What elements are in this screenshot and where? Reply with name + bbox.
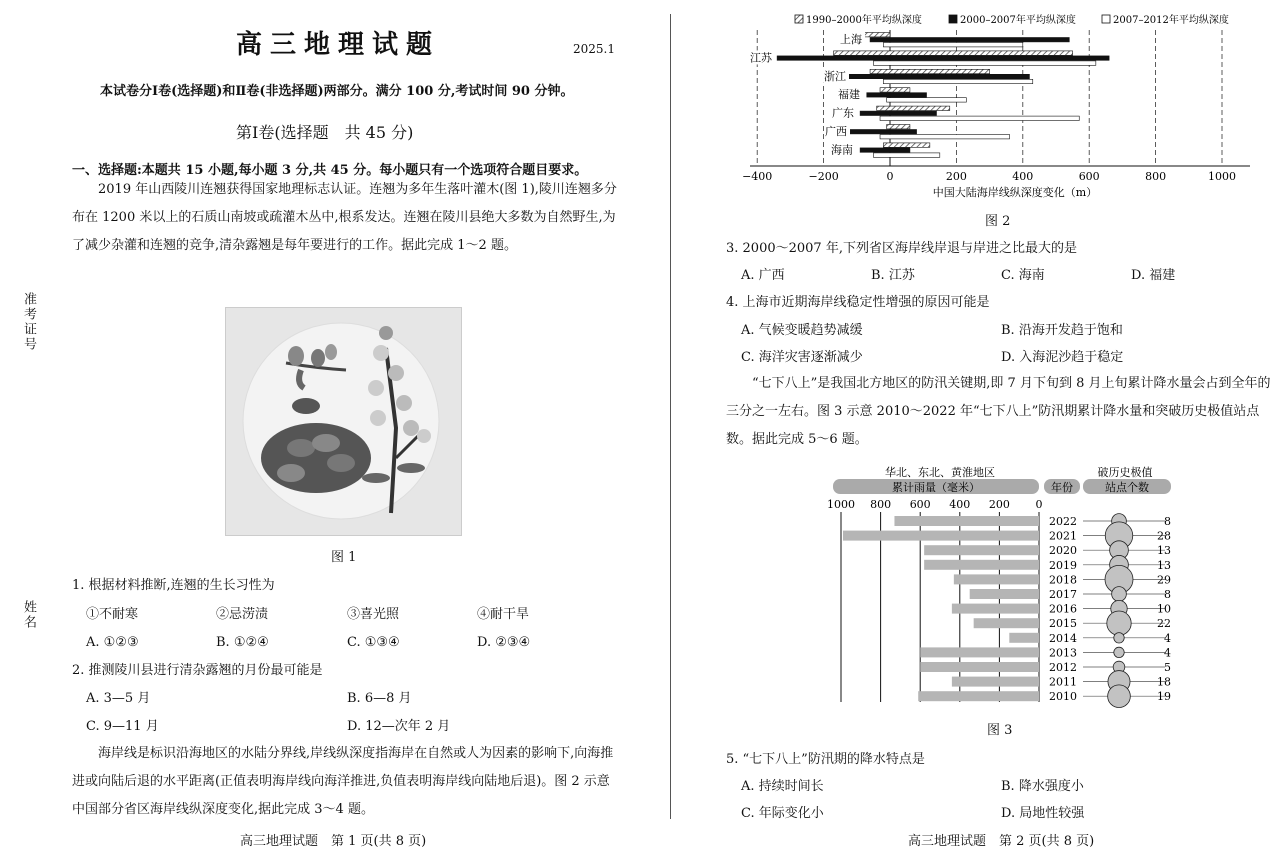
exam-title: 高三地理试题 — [236, 30, 441, 60]
year-label-2017: 2017 — [1049, 588, 1077, 601]
x-tick-label: −200 — [808, 170, 839, 183]
q1-item-1: ①不耐寒 — [86, 607, 139, 622]
year-label-2022: 2022 — [1049, 515, 1077, 528]
x-tick-label: 0 — [886, 170, 894, 183]
figure-3-region-title: 华北、东北、黄淮地区 — [885, 466, 995, 479]
q2-option-d[interactable]: D. 12—次年 2 月 — [347, 719, 451, 734]
bar-广西-series-3 — [880, 135, 1009, 139]
page-divider — [670, 14, 671, 819]
bar-广东-series-3 — [880, 116, 1079, 120]
year-header: 年份 — [1051, 481, 1073, 494]
q1-option-c[interactable]: C. ①③④ — [347, 635, 400, 650]
bar-江苏-series-2 — [777, 56, 1109, 60]
bar-浙江-series-2 — [847, 74, 1030, 78]
station-bubble-2015 — [1107, 611, 1131, 635]
q4-option-d[interactable]: D. 入海泥沙趋于稳定 — [1001, 350, 1124, 365]
bar-海南-series-2 — [860, 148, 910, 152]
station-count-2021: 28 — [1157, 529, 1171, 543]
year-label-2015: 2015 — [1049, 617, 1077, 631]
station-count-2018: 29 — [1157, 573, 1171, 587]
q1-option-a[interactable]: A. ①②③ — [86, 635, 139, 650]
q1-item-2: ②忌涝渍 — [216, 607, 269, 622]
intro-paragraph-2: 海岸线是标识沿海地区的水陆分界线,岸线纵深度指海岸在自然或人为因素的影响下,向海推进或向陆后退的水平距离(正值表明海岸线向海洋推进,负值表明海岸线向陆地后退)。图 2 示意中国部分省区海岸线纵深度变化,据此完成 3～4 题。 — [72, 746, 614, 817]
station-count-2020: 13 — [1157, 544, 1171, 558]
year-label-2012: 2012 — [1049, 661, 1077, 674]
bar-上海-series-3 — [883, 43, 1022, 47]
rainfall-tick-label: 1000 — [827, 498, 855, 511]
x-tick-label: 200 — [945, 170, 967, 183]
year-label-2020: 2020 — [1049, 544, 1077, 558]
station-bubble-2010 — [1108, 685, 1131, 708]
q3-option-b[interactable]: B. 江苏 — [871, 268, 915, 283]
station-count-2011: 18 — [1157, 675, 1171, 689]
figure-1-image — [225, 307, 462, 536]
rainfall-bar-2013 — [920, 647, 1039, 657]
station-count-2014: 4 — [1164, 631, 1171, 645]
station-count-2013: 4 — [1164, 646, 1171, 660]
section-title: 第Ⅰ卷(选择题 共 45 分) — [236, 123, 414, 142]
figure-2-chart — [735, 6, 1265, 206]
category-label-广西: 广西 — [825, 125, 847, 138]
category-label-广东: 广东 — [832, 106, 854, 120]
x-tick-label: 1000 — [1208, 170, 1236, 183]
q4-stem: 4. 上海市近期海岸线稳定性增强的原因可能是 — [726, 295, 990, 310]
category-label-江苏: 江苏 — [750, 51, 772, 65]
x-tick-label: 600 — [1078, 170, 1100, 183]
legend-swatch-1 — [795, 15, 803, 23]
bar-福建-series-3 — [887, 98, 967, 102]
bar-福建-series-1 — [880, 88, 910, 92]
bar-浙江-series-1 — [870, 69, 990, 73]
rainfall-tick-label: 0 — [1035, 498, 1043, 511]
exam-date: 2025.1 — [573, 42, 615, 56]
exam-id-label: 准考证号 — [21, 292, 36, 352]
rainfall-tick-label: 600 — [909, 498, 931, 511]
intro-paragraph-3: “七下八上”是我国北方地区的防汛关键期,即 7 月下旬到 8 月上旬累计降水量会占到全年的三分之一左右。图 3 示意 2010～2022 年“七下八上”防汛期累计降水量和突破历史极值站点数。据此完成 5～6 题。 — [726, 376, 1271, 447]
q4-option-c[interactable]: C. 海洋灾害逐渐减少 — [741, 350, 863, 365]
q2-stem: 2. 推测陵川县进行清杂露翘的月份最可能是 — [72, 663, 323, 678]
section-desc: 一、选择题:本题共 15 小题,每小题 3 分,共 45 分。每小题只有一个选项符合题目要求。 — [72, 163, 588, 178]
x-tick-label: 800 — [1145, 170, 1167, 183]
page-1-footer: 高三地理试题 第 1 页(共 8 页) — [240, 834, 427, 849]
rainfall-bar-2012 — [920, 662, 1039, 672]
bar-广东-series-1 — [877, 106, 950, 110]
station-count-2016: 10 — [1157, 602, 1171, 616]
stations-header-line-2: 站点个数 — [1105, 481, 1149, 494]
station-count-2017: 8 — [1164, 588, 1171, 601]
rainfall-tick-label: 400 — [949, 498, 971, 511]
rainfall-bar-2016 — [952, 604, 1039, 614]
q5-option-d[interactable]: D. 局地性较强 — [1001, 806, 1085, 821]
x-tick-label: −400 — [742, 170, 773, 183]
year-label-2016: 2016 — [1049, 602, 1077, 616]
bar-上海-series-2 — [870, 38, 1069, 42]
category-label-上海: 上海 — [840, 33, 862, 46]
category-label-福建: 福建 — [838, 88, 860, 102]
station-bubble-2014 — [1114, 633, 1124, 643]
x-tick-label: 400 — [1012, 170, 1034, 183]
figure-1-caption: 图 1 — [331, 550, 357, 565]
station-count-2015: 22 — [1157, 617, 1171, 631]
year-label-2010: 2010 — [1049, 690, 1077, 704]
q1-option-b[interactable]: B. ①②④ — [216, 635, 269, 650]
bar-江苏-series-1 — [834, 51, 1073, 55]
bar-浙江-series-3 — [883, 79, 1032, 83]
rainfall-bar-2011 — [952, 677, 1039, 687]
rainfall-bar-2014 — [1009, 633, 1039, 643]
year-label-2011: 2011 — [1049, 675, 1077, 689]
station-bubble-2013 — [1114, 647, 1124, 657]
station-bubble-2017 — [1112, 587, 1127, 602]
name-label: 姓名 — [21, 600, 36, 630]
station-count-2010: 19 — [1157, 690, 1171, 704]
q1-item-3: ③喜光照 — [347, 607, 400, 622]
q5-option-c[interactable]: C. 年际变化小 — [741, 806, 824, 821]
category-label-浙江: 浙江 — [824, 69, 846, 83]
q1-stem: 1. 根据材料推断,连翘的生长习性为 — [72, 578, 275, 593]
bar-福建-series-2 — [867, 93, 927, 97]
q3-stem: 3. 2000～2007 年,下列省区海岸线岸退与岸进之比最大的是 — [726, 241, 1077, 256]
instructions: 本试卷分Ⅰ卷(选择题)和Ⅱ卷(非选择题)两部分。满分 100 分,考试时间 90 分钟。 — [100, 84, 574, 99]
station-count-2022: 8 — [1164, 515, 1171, 528]
year-label-2014: 2014 — [1049, 631, 1077, 645]
rainfall-tick-label: 200 — [988, 498, 1010, 511]
year-label-2019: 2019 — [1049, 558, 1077, 572]
legend-swatch-3 — [1102, 15, 1110, 23]
rainfall-bar-2019 — [924, 560, 1039, 570]
bar-海南-series-1 — [883, 143, 929, 147]
rainfall-bar-2018 — [954, 574, 1039, 584]
legend-swatch-2 — [949, 15, 957, 23]
year-label-2013: 2013 — [1049, 646, 1077, 660]
legend-label-2: 2000–2007年平均纵深度 — [960, 15, 1076, 26]
q3-option-a[interactable]: A. 广西 — [741, 268, 785, 283]
bar-广西-series-2 — [850, 130, 916, 134]
category-label-海南: 海南 — [831, 143, 853, 157]
page-2-footer: 高三地理试题 第 2 页(共 8 页) — [908, 834, 1095, 849]
q1-option-d[interactable]: D. ②③④ — [477, 635, 531, 650]
figure-3-caption: 图 3 — [987, 723, 1013, 738]
figure-3-chart — [825, 460, 1180, 710]
legend-label-3: 2007–2012年平均纵深度 — [1113, 15, 1229, 26]
q5-option-b[interactable]: B. 降水强度小 — [1001, 779, 1084, 794]
rainfall-bar-2022 — [894, 516, 1039, 526]
rainfall-bar-2015 — [974, 618, 1039, 628]
stations-header-line-1: 破历史极值 — [1097, 466, 1153, 479]
bar-广西-series-1 — [887, 125, 910, 129]
q5-option-a[interactable]: A. 持续时间长 — [741, 779, 824, 794]
legend-label-1: 1990–2000年平均纵深度 — [806, 15, 922, 26]
station-count-2019: 13 — [1157, 558, 1171, 572]
q4-option-a[interactable]: A. 气候变暖趋势减缓 — [741, 323, 863, 338]
rainfall-bar-2020 — [924, 545, 1039, 555]
rainfall-bar-2010 — [918, 691, 1039, 701]
year-label-2018: 2018 — [1049, 573, 1077, 587]
rainfall-bar-2021 — [843, 531, 1039, 541]
forsythia-illustration — [226, 308, 461, 535]
q2-option-b[interactable]: B. 6—8 月 — [347, 691, 412, 706]
bar-海南-series-3 — [873, 153, 939, 157]
q5-stem: 5. “七下八上”防汛期的降水特点是 — [726, 752, 925, 767]
q4-option-b[interactable]: B. 沿海开发趋于饱和 — [1001, 323, 1123, 338]
intro-paragraph-1: 2019 年山西陵川连翘获得国家地理标志认证。连翘为多年生落叶灌木(图 1),陵川连翘多分布在 1200 米以上的石质山南坡或疏灌木丛中,根系发达。连翘在陵川县绝大多数为自然野生,为了减少杂灌和连翘的竞争,清杂露翘是每年要进行的工作。据此完成 1～2 题。 — [72, 182, 617, 253]
bar-江苏-series-3 — [873, 61, 1095, 65]
figure-3-xlabel: 累计雨量（毫米） — [892, 481, 980, 494]
q2-option-a[interactable]: A. 3—5 月 — [86, 691, 151, 706]
year-label-2021: 2021 — [1049, 529, 1077, 543]
figure-2-xlabel: 中国大陆海岸线纵深度变化（m） — [932, 186, 1098, 199]
figure-2-caption: 图 2 — [985, 214, 1011, 229]
q2-option-c[interactable]: C. 9—11 月 — [86, 719, 159, 734]
bar-广东-series-2 — [860, 111, 936, 115]
q1-item-4: ④耐干旱 — [477, 607, 530, 622]
station-count-2012: 5 — [1164, 661, 1171, 674]
q3-option-c[interactable]: C. 海南 — [1001, 268, 1045, 283]
rainfall-bar-2017 — [970, 589, 1039, 599]
q3-option-d[interactable]: D. 福建 — [1131, 268, 1176, 283]
rainfall-tick-label: 800 — [870, 498, 892, 511]
